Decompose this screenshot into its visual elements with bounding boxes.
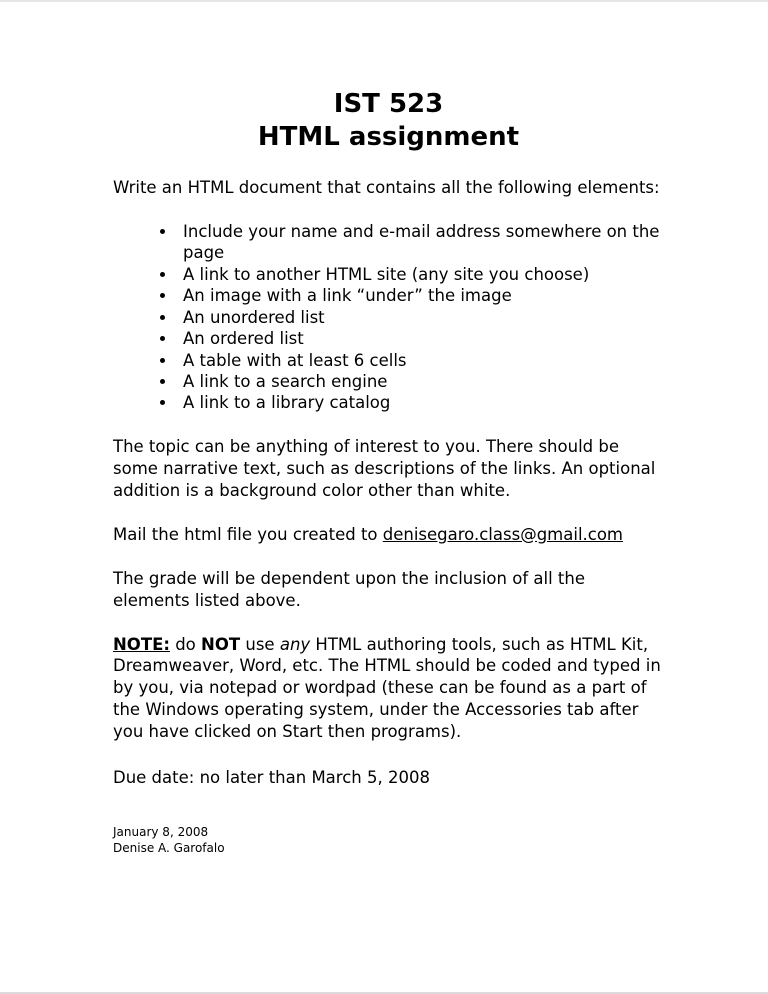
note-seg2: use <box>240 634 280 654</box>
list-item: • A link to a library catalog <box>177 392 664 413</box>
list-item: • A link to another HTML site (any site you choose) <box>177 264 664 285</box>
list-item: • A link to a search engine <box>177 371 664 392</box>
intro-paragraph: Write an HTML document that contains all the following elements: <box>113 178 660 197</box>
list-item: • An ordered list <box>177 328 664 349</box>
note-paragraph <box>113 634 664 744</box>
topic-paragraph: The topic can be anything of interest to you. There should be some narrative text, such as descriptions of the links. An optional addition is a background color other than white. <box>113 436 656 500</box>
footer-date: January 8, 2008 <box>113 825 209 840</box>
mail-paragraph <box>113 524 664 546</box>
page-title <box>113 88 664 153</box>
footer-author: Denise A. Garofalo <box>113 840 225 855</box>
document-content <box>0 2 768 856</box>
list-item: • A table with at least 6 cells <box>177 350 664 371</box>
note-label: NOTE: <box>113 634 170 654</box>
note-not-word: NOT <box>201 634 241 654</box>
mail-paragraph-text: Mail the html file you created to <box>113 524 383 544</box>
note-seg3: HTML authoring tools, such as HTML Kit, Dreamweaver, Word, etc. The HTML should be coded and typed in by you, via notepad or wordpad (these can be found as a part of the Windows operating system, under the Accessories tab after you have clicked on Start then programs). <box>113 634 661 742</box>
note-seg1: do <box>169 634 202 654</box>
due-date-line: Due date: no later than March 5, 2008 <box>113 768 430 788</box>
footer <box>113 825 664 856</box>
email-link[interactable]: denisegaro.class@gmail.com <box>382 524 624 544</box>
list-item: • An unordered list <box>177 307 664 328</box>
title-line-course: IST 523 <box>333 89 444 119</box>
title-line-assignment: HTML assignment <box>257 121 520 152</box>
requirements-list <box>159 221 664 414</box>
note-any-word: any <box>279 634 311 654</box>
list-item: • An image with a link “under” the image <box>177 285 664 306</box>
grade-paragraph: The grade will be dependent upon the inclusion of all the elements listed above. <box>113 568 585 610</box>
list-item: • Include your name and e-mail address somewhere on the page <box>177 221 664 264</box>
